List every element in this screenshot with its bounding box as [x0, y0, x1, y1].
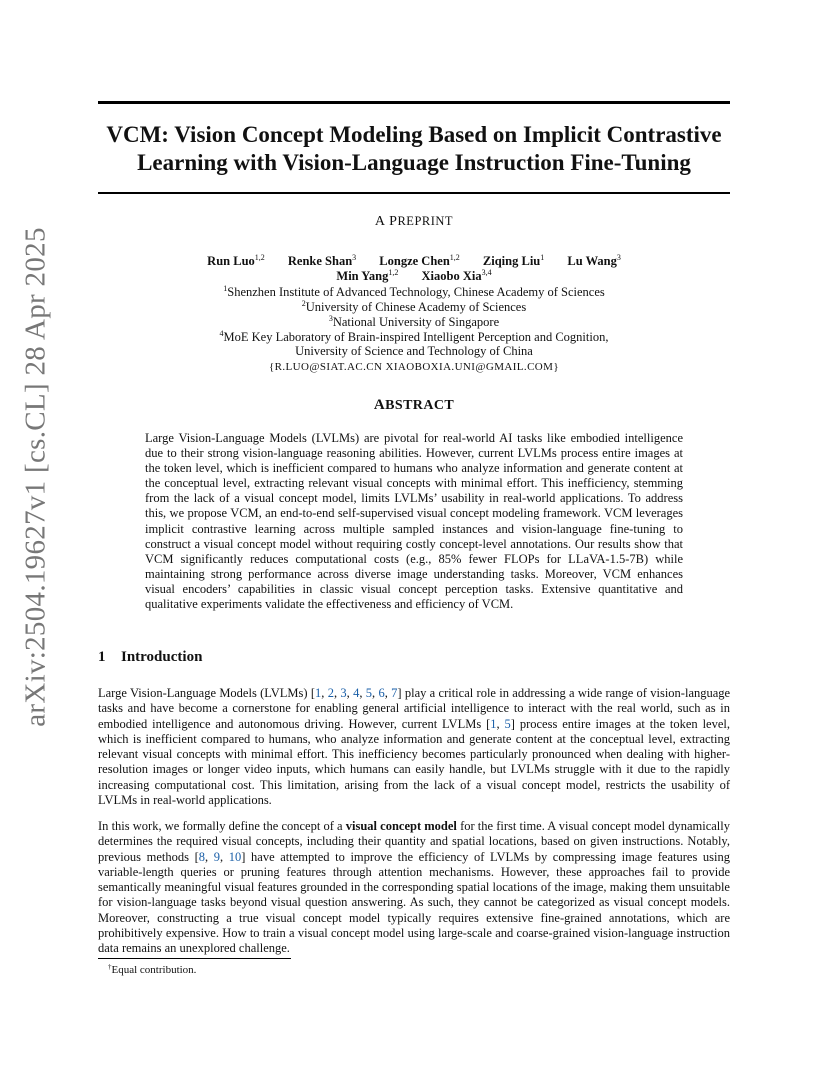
- footnote-rule: [98, 958, 291, 959]
- affiliation: [0, 299, 828, 315]
- author-name: Xiaobo Xia: [421, 269, 482, 283]
- author-name: Run Luo: [207, 254, 255, 268]
- citation-link[interactable]: 4: [353, 686, 360, 700]
- citation-link[interactable]: 6: [378, 686, 385, 700]
- citation-link[interactable]: 1: [315, 686, 322, 700]
- affiliation: [0, 314, 828, 330]
- text-run: ,: [220, 849, 229, 864]
- citation-link[interactable]: 10: [228, 849, 242, 864]
- text-run: In this work, we formally define the concept of a: [98, 819, 346, 833]
- author-aff: 1,2: [388, 268, 399, 277]
- bottom-rule: [98, 192, 730, 194]
- intro-paragraph-2: [98, 819, 730, 957]
- author-emails: {R.LUO@SIAT.AC.CN XIAOBOXIA.UNI@GMAIL.COM}: [268, 361, 560, 373]
- footnote: [108, 963, 196, 976]
- citation-link[interactable]: 1: [490, 716, 497, 731]
- text-run: ,: [205, 849, 214, 864]
- affiliation-text: University of Chinese Academy of Sciences: [305, 300, 527, 314]
- intro-paragraph-1: [98, 686, 730, 808]
- text-run: Large Vision-Language Models (LVLMs) [: [98, 686, 316, 700]
- author-aff: 1: [540, 253, 545, 262]
- text-run: ,: [384, 686, 392, 700]
- citation-link[interactable]: 2: [327, 686, 334, 700]
- abstract-text: Large Vision-Language Models (LVLMs) are pivotal for real-world AI tasks like embodied intelligence due to their strong vision-language reasoning abilities. However, current LVLMs process entire images at the token level, which is inefficient compared to humans who analyze information and generate content at the conceptual level, extracting relevant visual concepts with minimal effort. This inefficiency, stemming from the lack of a visual concept model, limits LVLMs’ usability in real-world applications. To address this, we propose VCM, an end-to-end self-supervised visual concept modeling framework. VCM leverages implicit contrastive learning across multiple sampled instances and vision-language fine-tuning to construct a visual concept model without requiring costly concept-level annotations. Our results show that VCM significantly reduces computational costs (e.g., 85% fewer FLOPs for LLaVA-1.5-7B) while maintaining strong performance across diverse image understanding tasks. Moreover, VCM enhances visual encoders’ capabilities in classic visual concept perception tasks. Extensive quantitative and qualitative experiments validate the effectiveness and efficiency of VCM.: [145, 431, 683, 612]
- affiliation-text: Shenzhen Institute of Advanced Technology, Chinese Academy of Sciences: [227, 285, 605, 299]
- author-name: Min Yang: [336, 269, 389, 283]
- text-run: for the first time. A visual concept model dynamically determines the required visual concepts, including their quantity and spatial locations, based on given instructions. Notably, previous methods [: [98, 819, 731, 864]
- affiliation-text: National University of Singapore: [332, 315, 500, 329]
- title-line-1: VCM: Vision Concept Modeling Based on Implicit Contrastive: [106, 122, 722, 147]
- affiliation: [0, 284, 828, 300]
- author-aff: 3: [352, 253, 357, 262]
- citation-link[interactable]: 7: [391, 686, 398, 700]
- citation-link[interactable]: 8: [198, 849, 206, 864]
- text-run: ,: [496, 716, 505, 731]
- affiliation-mark: 2: [301, 299, 306, 308]
- citation-link[interactable]: 3: [340, 686, 347, 700]
- citation-link[interactable]: 5: [365, 686, 373, 700]
- paper-title: [98, 121, 730, 177]
- affiliation-text: University of Science and Technology of China: [295, 344, 533, 358]
- author-line-1: [0, 253, 828, 269]
- author-name: Ziqing Liu: [482, 254, 541, 268]
- author-line-2: [0, 268, 828, 284]
- author-name: Lu Wang: [567, 254, 617, 268]
- text-run: ,: [333, 686, 341, 700]
- text-run: ,: [346, 686, 354, 700]
- footnote-mark: †: [108, 963, 112, 971]
- author-name: Renke Shan: [287, 254, 353, 268]
- author: [288, 254, 356, 268]
- author: [336, 269, 398, 283]
- text-run: ] play a critical role in addressing a wide range of vision-language tasks and have become a cornerstone for enabling general artificial intelligence to interact with the real world, such as in embodied intelligence and autonomous driving. However, current LVLMs [: [98, 686, 731, 731]
- preprint-rest: REPRINT: [397, 214, 454, 228]
- author: [483, 254, 544, 268]
- author: [567, 254, 620, 268]
- author-aff: 3: [616, 253, 621, 262]
- author: [422, 269, 492, 283]
- author-name: Longze Chen: [379, 254, 450, 268]
- section-number: 1: [98, 649, 106, 665]
- text-run: ] have attempted to improve the efficiency of LVLMs by compressing image features using variable-length queries or pruning features through attention mechanisms. However, these approaches fail to provide semantically meaningful visual features grounded in the corresponding spatial locations of the image, making them unsuitable for vision-language tasks beyond visual question answering. As such, they cannot be categorized as visual concept models. Moreover, constructing a true visual concept model typically requires extensive fine-grained annotations, which are prohibitively expensive. How to train a visual concept model using large-scale and coarse-grained vision-language instruction data remains an unexplored challenge.: [98, 849, 730, 956]
- citation-link[interactable]: 9: [213, 849, 221, 864]
- affiliation-mark: 1: [223, 284, 228, 293]
- bold-term: visual concept model: [345, 819, 457, 833]
- affiliation: [0, 329, 828, 345]
- affiliation-mark: 3: [328, 314, 333, 323]
- text-run: ,: [359, 686, 366, 700]
- section-heading: [98, 649, 202, 666]
- author-aff: 3,4: [481, 268, 492, 277]
- title-line-2: Learning with Vision-Language Instruction Fine-Tuning: [137, 150, 691, 175]
- footnote-text: Equal contribution.: [111, 964, 197, 976]
- author: [379, 254, 460, 268]
- affiliation-mark: 4: [219, 329, 224, 338]
- abstract-heading: [0, 397, 828, 414]
- text-run: ,: [321, 686, 328, 700]
- citation-link[interactable]: 5: [504, 716, 511, 731]
- section-title: Introduction: [121, 649, 203, 665]
- author-aff: 1,2: [254, 253, 265, 262]
- preprint-cap: P: [389, 214, 398, 229]
- affiliation: [0, 344, 828, 359]
- text-run: ] process entire images at the token level, which is inefficient compared to humans, who analyze information and generate content at the conceptual level, extracting relevant visual concepts with minimal effort. This inefficiency becomes particularly pronounced when dealing with higher-resolution images or longer video inputs, which humans can easily handle, but LVLMs struggle with it due to the rapidly increasing computational cost. This limitation, arising from the lack of a visual concept model, restricts the usability of LVLMs in real-world applications.: [98, 716, 730, 808]
- affiliation-text: MoE Key Laboratory of Brain-inspired Intelligent Perception and Cognition,: [223, 330, 609, 344]
- preprint-label: [0, 214, 828, 230]
- author: [207, 254, 265, 268]
- abstract-heading-cap: A: [373, 397, 386, 413]
- preprint-first: A: [374, 214, 386, 229]
- author-aff: 1,2: [449, 253, 460, 262]
- top-rule: [98, 101, 730, 104]
- abstract-heading-rest: BSTRACT: [385, 398, 455, 413]
- arxiv-stamp: arXiv:2504.19627v1 [cs.CL] 28 Apr 2025: [19, 227, 52, 727]
- text-run: ,: [372, 686, 379, 700]
